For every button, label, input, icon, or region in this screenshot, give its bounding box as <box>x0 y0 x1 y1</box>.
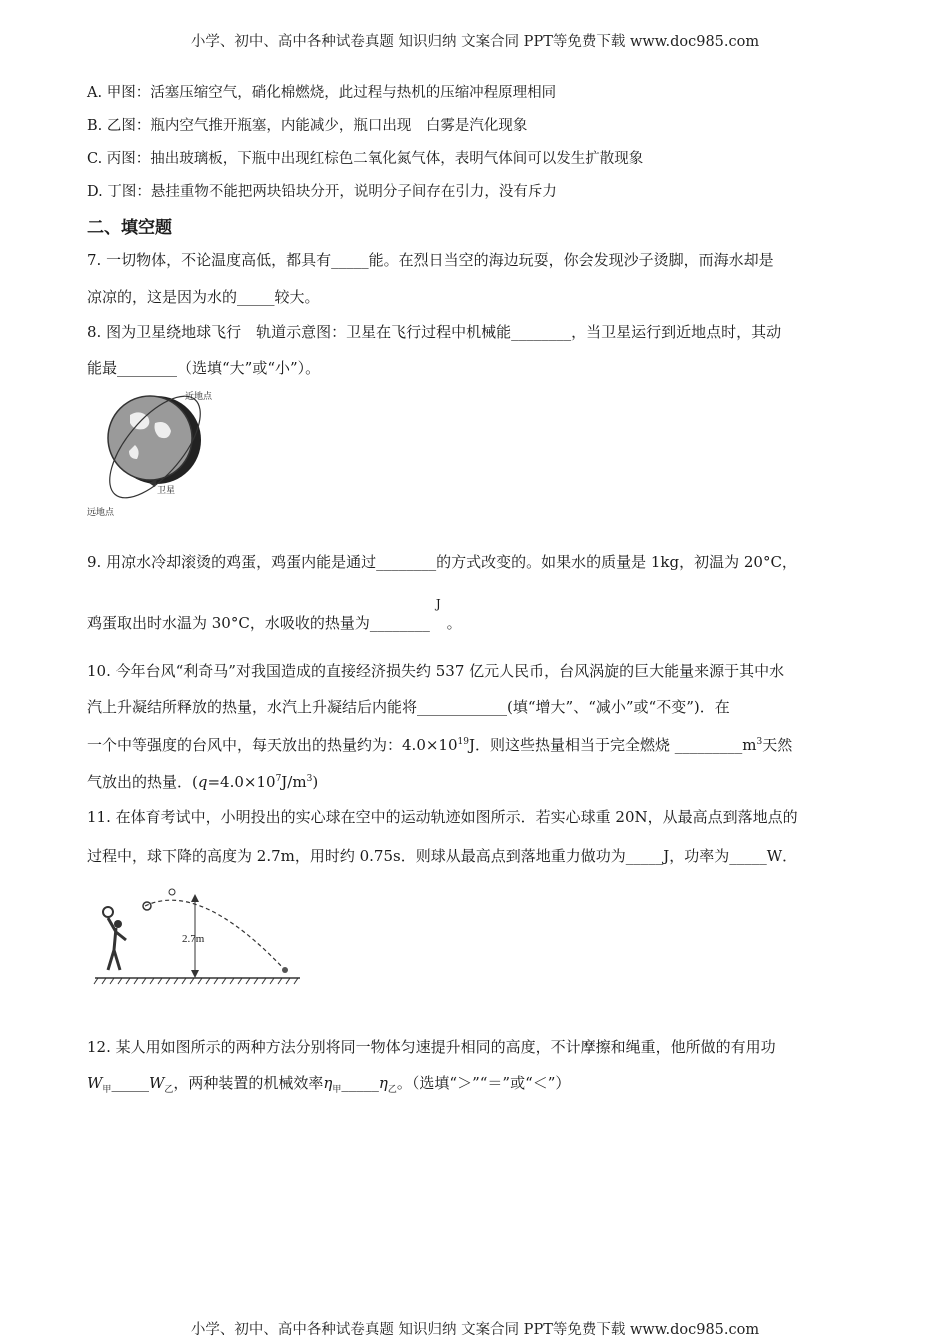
q9-line1: 9. 用凉水冷却滚烫的鸡蛋，鸡蛋内能是通过________的方式改变的。如果水的质量是 1kg，初温为 20°C， <box>87 553 797 571</box>
q12-sub3: 甲 <box>332 1085 342 1095</box>
q9-end: 。 <box>446 614 462 632</box>
height-label: 2.7m <box>182 933 205 945</box>
q10-exp2: 3 <box>756 737 763 747</box>
page-footer: 小学、初中、高中各种试卷真题 知识归纳 文案合同 PPT等免费下载 www.doc985.com <box>190 1322 760 1338</box>
q10-line4b: =4.0×10 <box>207 773 276 791</box>
option-b: B. 乙图：瓶内空气推开瓶塞，内能减少，瓶口出现 白雾是汽化现象 <box>87 118 528 134</box>
thrower-head2-icon <box>114 920 122 928</box>
q10-line4a: 气放出的热量．( <box>87 773 198 791</box>
q12-w1: W <box>87 1074 103 1092</box>
shot-put-figure <box>90 882 305 990</box>
earth-icon <box>108 396 192 480</box>
thrower-head-icon <box>103 907 113 917</box>
q10-q-var: q <box>197 773 208 791</box>
q10-line4c: J/m <box>281 773 307 791</box>
option-a: A. 甲图：活塞压缩空气，硝化棉燃烧，此过程与热机的压缩冲程原理相同 <box>87 85 557 101</box>
q12-sub1: 甲 <box>102 1085 112 1095</box>
q9-line2-text: 鸡蛋取出时水温为 30°C，水吸收的热量为________ <box>87 614 430 632</box>
q12-sub4: 乙 <box>387 1085 397 1095</box>
fig-label-sat: 卫星 <box>157 485 176 495</box>
q12-w2: W <box>148 1074 165 1092</box>
q8-line1: 8. 图为卫星绕地球飞行 轨道示意图：卫星在飞行过程中机械能________，当卫星运行到近地点时，其动 <box>87 323 782 341</box>
ball-landing-icon <box>282 967 288 973</box>
q10-line4d: ) <box>312 773 319 791</box>
q12-sub2: 乙 <box>164 1085 174 1095</box>
trajectory-path <box>145 900 285 970</box>
q10-line1: 10. 今年台风“利奇马”对我国造成的直接经济损失约 537 亿元人民币，台风涡旋的巨大能量来源于其中水 <box>87 662 785 680</box>
page-header: 小学、初中、高中各种试卷真题 知识归纳 文案合同 PPT等免费下载 www.doc985.com <box>190 34 760 50</box>
q12-eta2: η <box>378 1074 388 1092</box>
q12-line1: 12. 某人用如图所示的两种方法分别将同一物体匀速提升相同的高度，不计摩擦和绳重，他所做的有用功 <box>87 1038 776 1056</box>
q10-line3 <box>87 734 792 755</box>
q10-line3b: J．则这些热量相当于完全燃烧 _________m <box>468 736 757 754</box>
q10-line3c: 天然 <box>762 736 793 754</box>
fig-label-near: 近地点 <box>185 391 213 401</box>
q10-exp4: 3 <box>306 774 313 784</box>
q12-blank1: _____ <box>111 1074 149 1092</box>
q8-line2: 能最________（选填“大”或“小”）。 <box>87 359 321 377</box>
q9-line2 <box>87 597 462 633</box>
ball-top-icon <box>169 889 175 895</box>
q12-eta1: η <box>323 1074 333 1092</box>
q12-line2 <box>87 1072 570 1095</box>
q10-exp1: 19 <box>457 737 469 747</box>
ground-hatch <box>94 978 298 984</box>
q11-line1: 11. 在体育考试中，小明投出的实心球在空中的运动轨迹如图所示．若实心球重 20N，从最高点到落地点的 <box>87 808 798 826</box>
q10-exp3: 7 <box>275 774 282 784</box>
fig-label-far: 远地点 <box>87 507 115 517</box>
q12-blank2: _____ <box>341 1074 379 1092</box>
q9-unit: J <box>435 597 441 611</box>
section-title: 二、填空题 <box>87 218 172 238</box>
q11-line2: 过程中，球下降的高度为 2.7m，用时约 0.75s．则球从最高点到落地重力做功为_____J，功率为_____W． <box>87 847 798 865</box>
ball-icon <box>143 902 151 910</box>
q10-line4 <box>87 771 318 792</box>
q10-line3a: 一个中等强度的台风中，每天放出的热量约为：4.0×10 <box>87 736 458 754</box>
option-d: D. 丁图：悬挂重物不能把两块铅块分开，说明分子间存在引力，没有斥力 <box>87 184 557 200</box>
option-c: C. 丙图：抽出玻璃板，下瓶中出现红棕色二氧化氮气体，表明气体间可以发生扩散现象 <box>87 151 644 167</box>
q7-line1: 7. 一切物体，不论温度高低，都具有_____能。在烈日当空的海边玩耍，你会发现沙子烫脚，而海水却是 <box>87 251 774 269</box>
q10-line2: 汽上升凝结所释放的热量，水汽上升凝结后内能将____________(填“增大”、“减小”或“不变”)．在 <box>87 698 730 716</box>
satellite-orbit-figure <box>85 385 220 520</box>
q7-line2: 凉凉的，这是因为水的_____较大。 <box>87 288 320 306</box>
q12-mid: ，两种装置的机械效率 <box>173 1074 324 1092</box>
q12-end: 。（选填“＞”“＝”或“＜”） <box>396 1074 571 1092</box>
